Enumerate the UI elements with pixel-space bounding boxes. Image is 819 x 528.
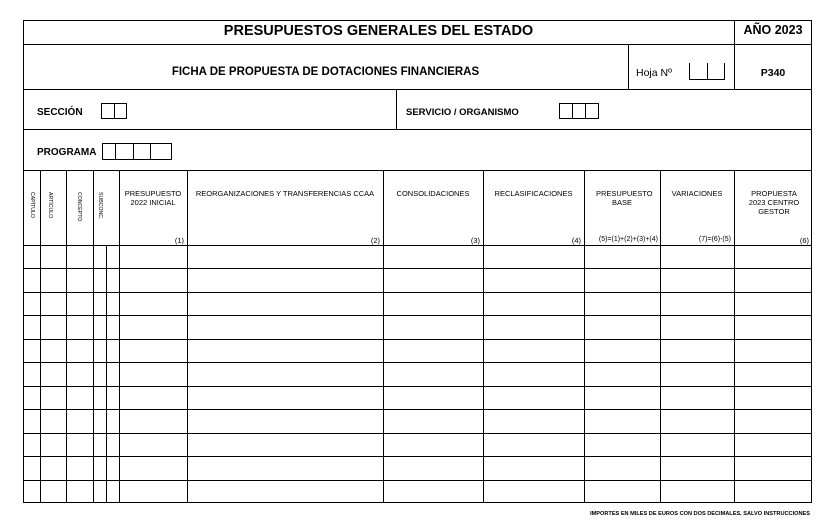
- seccion-label: SECCIÓN: [37, 107, 83, 118]
- divider: [707, 63, 708, 80]
- grid-column-line: [383, 170, 384, 503]
- divider: [396, 90, 397, 129]
- grid-row-line: [23, 386, 812, 387]
- divider: [585, 103, 586, 119]
- grid-column-line: [40, 170, 41, 503]
- hoja-label: Hoja Nº: [636, 67, 672, 79]
- grid-column-line: [119, 170, 120, 503]
- divider: [628, 45, 629, 89]
- grid-row-line: [23, 480, 812, 481]
- divider: [572, 103, 573, 119]
- form-code: P340: [760, 67, 786, 79]
- grid-column-line: [584, 170, 585, 503]
- programa-code-box[interactable]: [102, 143, 172, 160]
- col-formula-4: (4): [571, 236, 581, 245]
- grid-row-line: [23, 433, 812, 434]
- footer-note: IMPORTES EN MILES DE EUROS CON DOS DECIMALES, SALVO INSTRUCCIONES: [590, 511, 810, 517]
- header-bottom-line: [23, 245, 812, 246]
- grid-row-line: [23, 362, 812, 363]
- programa-label: PROGRAMA: [37, 147, 97, 158]
- grid-column-line: [187, 170, 188, 503]
- col-header-capitulo: CAPÍTULO: [29, 192, 35, 218]
- grid-column-line: [93, 170, 94, 503]
- col-formula-6: (6): [799, 236, 809, 245]
- divider: [115, 143, 116, 160]
- col-formula-3: (3): [470, 236, 480, 245]
- grid-row-line: [23, 409, 812, 410]
- col-header-subconcepto: SUBCONC.: [97, 192, 103, 220]
- divider: [114, 103, 115, 119]
- grid-row-line: [23, 292, 812, 293]
- form-frame: [23, 20, 812, 503]
- col-header-presupuesto-base: PRESUPUESTO BASE: [596, 189, 653, 207]
- col-header-propuesta-2023: PROPUESTA 2023 CENTRO GESTOR: [748, 189, 800, 216]
- col-formula-7: (7)=(6)-(5): [698, 236, 731, 243]
- col-header-concepto: CONCEPTO: [76, 192, 82, 222]
- grid-row-line: [23, 315, 812, 316]
- divider: [23, 129, 812, 130]
- grid-subcolumn-line: [106, 245, 107, 503]
- grid-column-line: [734, 170, 735, 503]
- grid-column-line: [66, 170, 67, 503]
- col-header-reorganizaciones: REORGANIZACIONES Y TRANSFERENCIAS CCAA: [195, 189, 375, 198]
- col-header-consolidaciones: CONSOLIDACIONES: [396, 189, 470, 198]
- year-label: AÑO 2023: [743, 23, 803, 37]
- col-header-presupuesto-2022: PRESUPUESTO 2022 INICIAL: [124, 189, 182, 207]
- grid-column-line: [483, 170, 484, 503]
- divider: [23, 89, 812, 90]
- col-header-articulo: ARTÍCULO: [47, 192, 53, 219]
- col-formula-1: (1): [174, 236, 184, 245]
- page-title: PRESUPUESTOS GENERALES DEL ESTADO: [223, 23, 534, 39]
- servicio-label: SERVICIO / ORGANISMO: [406, 107, 519, 118]
- col-formula-5: (5)=(1)+(2)+(3)+(4): [598, 236, 658, 243]
- col-header-reclasificaciones: RECLASIFICACIONES: [494, 189, 573, 198]
- divider: [23, 44, 812, 45]
- servicio-code-box[interactable]: [559, 103, 599, 119]
- form-subtitle: FICHA DE PROPUESTA DE DOTACIONES FINANCIERAS: [171, 66, 480, 78]
- divider: [133, 143, 134, 160]
- grid-row-line: [23, 456, 812, 457]
- grid-column-line: [660, 170, 661, 503]
- col-header-variaciones: VARIACIONES: [671, 189, 723, 198]
- divider: [150, 143, 151, 160]
- col-formula-2: (2): [370, 236, 380, 245]
- divider: [23, 170, 812, 171]
- grid-row-line: [23, 268, 812, 269]
- grid-row-line: [23, 339, 812, 340]
